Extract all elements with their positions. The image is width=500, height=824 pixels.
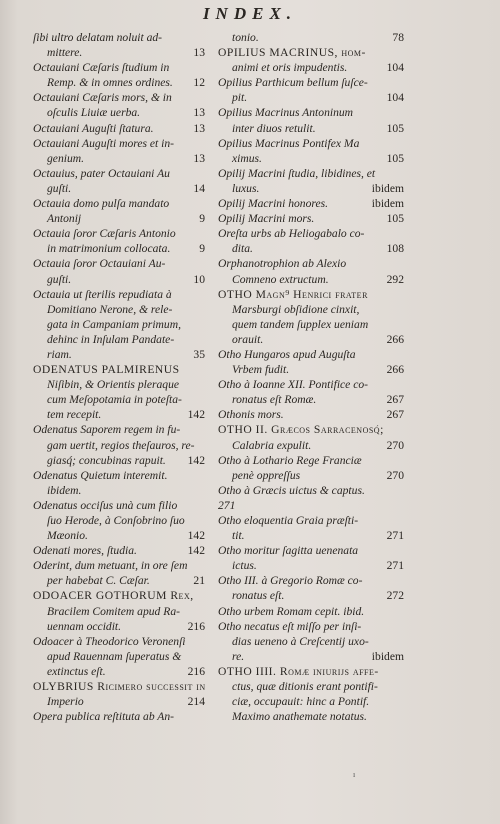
entry-text: OTHO Magn⁹ Henrici frater xyxy=(218,287,368,301)
index-entry-line xyxy=(33,105,205,120)
entry-text: genium. xyxy=(47,151,85,165)
entry-text: ximus. xyxy=(232,151,262,165)
entry-text: Opilij Macrini honores. xyxy=(218,197,329,211)
index-entry-line xyxy=(33,438,205,453)
index-entry-line xyxy=(33,45,205,60)
entry-text: Octauiani Auguſti ſtatura. xyxy=(33,121,154,135)
index-entry-line xyxy=(33,196,205,211)
index-entry-line xyxy=(218,422,404,437)
index-entry-line xyxy=(33,422,205,437)
entry-text: Domitiano Nerone, & rele- xyxy=(47,302,173,316)
entry-text: mittere. xyxy=(47,46,83,60)
index-entry-line xyxy=(218,287,404,302)
index-entry-line xyxy=(218,166,404,181)
index-entry-line xyxy=(218,468,404,483)
entry-text: extinctus eſt. xyxy=(47,664,106,678)
index-entry-line xyxy=(33,407,205,422)
entry-text: Octauia ut ſterilis repudiata à xyxy=(33,287,172,301)
page-reference: 35 xyxy=(193,347,205,361)
entry-text: Otho III. à Gregorio Romæ co- xyxy=(218,574,363,588)
page-reference: 272 xyxy=(386,589,404,603)
index-entry-line xyxy=(33,181,205,196)
entry-text: ODENATUS PALMIRENUS xyxy=(33,363,180,377)
entry-text: ODOACER GOTHORUM Rex, xyxy=(33,589,194,603)
entry-text: Odenatus Saporem regem in fu- xyxy=(33,423,181,437)
entry-text: Bracilem Comitem apud Ra- xyxy=(47,604,180,618)
entry-text: oſculis Liuiæ uerba. xyxy=(47,106,141,120)
index-entry-line xyxy=(33,166,205,181)
entry-text: dias ueneno à Creſcentij uxo- xyxy=(232,634,369,648)
index-entry-line xyxy=(218,30,404,45)
entry-text: Otho necatus eſt miſſo per inſi- xyxy=(218,619,362,633)
entry-text: Niſibin, & Orientis pleraque xyxy=(47,378,180,392)
entry-text: Othonis mors. xyxy=(218,408,284,422)
index-entry-line xyxy=(33,664,205,679)
index-entry-line xyxy=(218,573,404,588)
index-entry-line xyxy=(218,664,404,679)
index-entry-line xyxy=(218,60,404,75)
index-entry-line xyxy=(33,498,205,513)
page-reference: 214 xyxy=(187,695,205,709)
entry-text: uennam occidit. xyxy=(47,619,122,633)
page-reference: 13 xyxy=(193,106,205,120)
index-entry-line xyxy=(218,211,404,226)
index-entry-line xyxy=(218,196,404,211)
entry-text: OPILIUS MACRINUS, hom- xyxy=(218,46,366,60)
entry-text: Oreſta urbs ab Heliogabalo co- xyxy=(218,227,365,241)
entry-text: tit. xyxy=(232,529,245,543)
entry-text: dita. xyxy=(232,242,253,256)
index-column-left xyxy=(33,30,205,724)
page-reference: 13 xyxy=(193,121,205,135)
page-reference: 14 xyxy=(193,181,205,195)
index-entry-line xyxy=(33,272,205,287)
index-entry-line xyxy=(33,287,205,302)
entry-text: Octauiani Cæſaris ſtudium in xyxy=(33,61,170,75)
page-header: INDEX. xyxy=(202,4,298,23)
index-entry-line xyxy=(33,151,205,166)
index-entry-line xyxy=(33,241,205,256)
entry-text: Octauius, pater Octauiani Au xyxy=(33,166,170,180)
index-entry-line xyxy=(33,90,205,105)
page-reference: 10 xyxy=(193,272,205,286)
index-entry-line xyxy=(218,347,404,362)
entry-text: ictus. xyxy=(232,559,257,573)
index-entry-line xyxy=(33,649,205,664)
page-reference: 266 xyxy=(386,363,404,377)
page-reference: 105 xyxy=(386,212,404,226)
entry-text: Opilij Macrini mors. xyxy=(218,212,315,226)
index-entry-line xyxy=(218,332,404,347)
page-reference: 267 xyxy=(386,408,404,422)
entry-text: OTHO II. Græcos Sarracenosq́; xyxy=(218,423,384,437)
page-footer-mark: ı xyxy=(353,770,356,779)
index-entry-line xyxy=(33,377,205,392)
entry-text: orauit. xyxy=(232,332,264,346)
entry-text: Otho à Ioanne XII. Pontifice co- xyxy=(218,378,369,392)
index-entry-line xyxy=(33,694,205,709)
entry-text: ſibi ultro delatam noluit ad- xyxy=(33,31,163,44)
entry-text: Otho urbem Romam cepit. ibid. xyxy=(218,604,365,618)
page-reference: 270 xyxy=(386,438,404,452)
entry-text: Comneno extructum. xyxy=(232,272,329,286)
index-entry-line xyxy=(33,302,205,317)
index-entry-line xyxy=(33,619,205,634)
index-entry-line xyxy=(218,317,404,332)
index-entry-line xyxy=(33,256,205,271)
index-entry-line xyxy=(218,528,404,543)
page-reference: 267 xyxy=(386,393,404,407)
entry-text: Antonij xyxy=(47,212,82,226)
index-entry-line xyxy=(218,513,404,528)
entry-text: Imperio xyxy=(47,695,84,709)
entry-text: tonio. xyxy=(232,31,259,44)
index-entry-line xyxy=(33,30,205,45)
entry-text: ibidem. xyxy=(47,483,82,497)
entry-text: Orphanotrophion ab Alexio xyxy=(218,257,347,271)
index-entry-line xyxy=(218,272,404,287)
index-entry-line xyxy=(33,453,205,468)
page-reference: ibidem xyxy=(371,649,404,663)
entry-text: Opera publica reſtituta ab An- xyxy=(33,710,175,724)
page-reference: 216 xyxy=(187,619,205,633)
page-reference: 271 xyxy=(386,559,404,573)
index-entry-line xyxy=(218,619,404,634)
index-entry-line xyxy=(33,211,205,226)
index-entry-line xyxy=(218,694,404,709)
index-entry-line xyxy=(33,528,205,543)
index-entry-line xyxy=(218,543,404,558)
entry-text: ciæ, occupauit: hinc a Pontif. xyxy=(232,695,370,709)
entry-text: Otho eloquentia Graia præſti- xyxy=(218,514,359,527)
entry-text: Otho à Græcis uictus & captus. xyxy=(218,483,365,497)
entry-text: ſuo Herode, à Conſobrino ſuo xyxy=(47,514,185,527)
page-reference: 142 xyxy=(187,453,205,467)
index-entry-line xyxy=(218,498,404,513)
page-reference: 21 xyxy=(193,574,205,588)
index-entry-line xyxy=(218,709,404,724)
entry-text: quem tandem ſupplex ueniam xyxy=(232,317,369,331)
entry-text: per habebat C. Cæſar. xyxy=(47,574,150,588)
index-entry-line xyxy=(218,407,404,422)
page-reference: 292 xyxy=(386,272,404,286)
index-entry-line xyxy=(33,634,205,649)
index-entry-line xyxy=(33,75,205,90)
entry-text: animi et oris impudentis. xyxy=(232,61,348,75)
page-reference: ibidem xyxy=(371,197,404,211)
entry-text: Octauia ſoror Cæſaris Antonio xyxy=(33,227,176,241)
entry-text: Otho à Lothario Rege Franciæ xyxy=(218,453,362,467)
index-entry-line xyxy=(218,588,404,603)
entry-text: Otho Hungaros apud Auguſta xyxy=(218,347,356,361)
entry-text: Odoacer à Theodorico Veronenſi xyxy=(33,634,186,648)
index-entry-line xyxy=(218,45,404,60)
page-reference: 78 xyxy=(392,31,404,44)
index-entry-line xyxy=(33,136,205,151)
entry-text: Octauia ſoror Octauiani Au- xyxy=(33,257,166,271)
index-entry-line xyxy=(33,709,205,724)
entry-text: gata in Campaniam primum, xyxy=(47,317,181,331)
entry-text: guſti. xyxy=(47,272,72,286)
entry-text: tem recepit. xyxy=(47,408,102,422)
entry-text: dehinc in Inſulam Pandate- xyxy=(47,332,175,346)
entry-text: Remp. & in omnes ordines. xyxy=(47,76,173,90)
entry-text: Calabria expulit. xyxy=(232,438,312,452)
index-entry-line xyxy=(218,392,404,407)
page-reference: ibidem xyxy=(371,181,404,195)
page-reference: 104 xyxy=(386,91,404,105)
index-entry-line xyxy=(218,90,404,105)
index-entry-line xyxy=(33,362,205,377)
page-reference: 142 xyxy=(187,544,205,558)
entry-text: luxus. xyxy=(232,181,260,195)
entry-text: OTHO IIII. Romæ iniurijs affe- xyxy=(218,664,379,678)
entry-text: ronatus eſt Romæ. xyxy=(232,393,317,407)
index-entry-line xyxy=(218,151,404,166)
entry-text: 271 xyxy=(218,498,236,512)
index-entry-line xyxy=(218,226,404,241)
index-entry-line xyxy=(33,347,205,362)
index-entry-line xyxy=(218,483,404,498)
entry-text: Odenatus occiſus unà cum filio xyxy=(33,498,178,512)
entry-text: apud Rauennam ſuperatus & xyxy=(47,649,182,663)
entry-text: in matrimonium collocata. xyxy=(47,242,171,256)
index-entry-line xyxy=(33,483,205,498)
index-entry-line xyxy=(218,634,404,649)
entry-text: giasq́; concubinas rapuit. xyxy=(47,453,166,467)
index-entry-line xyxy=(33,679,205,694)
index-entry-line xyxy=(218,438,404,453)
entry-text: pit. xyxy=(232,91,248,105)
entry-text: guſti. xyxy=(47,181,72,195)
page-reference: 108 xyxy=(386,242,404,256)
page-reference: 9 xyxy=(199,212,205,226)
index-entry-line xyxy=(33,513,205,528)
page-reference: 216 xyxy=(187,664,205,678)
index-entry-line xyxy=(33,332,205,347)
index-entry-line xyxy=(33,588,205,603)
index-entry-line xyxy=(218,136,404,151)
page-reference: 266 xyxy=(386,332,404,346)
entry-text: Mæonio. xyxy=(47,529,88,543)
index-entry-line xyxy=(218,679,404,694)
index-entry-line xyxy=(218,256,404,271)
index-entry-line xyxy=(218,604,404,619)
entry-text: Octauiani Cæſaris mors, & in xyxy=(33,91,172,105)
page-reference: 13 xyxy=(193,151,205,165)
index-entry-line xyxy=(33,543,205,558)
page-reference: 142 xyxy=(187,408,205,422)
entry-text: re. xyxy=(232,649,245,663)
entry-text: Opilij Macrini ſtudia, libidines, et xyxy=(218,166,376,180)
page-reference: 142 xyxy=(187,529,205,543)
entry-text: penè oppreſſus xyxy=(232,468,301,482)
entry-text: Otho moritur ſagitta uenenata xyxy=(218,544,359,558)
entry-text: Odenatus Quietum interemit. xyxy=(33,468,168,482)
entry-text: OLYBRIUS Ricimero ſucceſſit in xyxy=(33,680,206,694)
index-entry-line xyxy=(218,181,404,196)
index-entry-line xyxy=(33,468,205,483)
page-reference: 270 xyxy=(386,468,404,482)
index-entry-line xyxy=(218,75,404,90)
entry-text: cum Meſopotamia in poteſta- xyxy=(47,393,182,407)
entry-text: Marsburgi obſidione cinxit, xyxy=(232,302,360,316)
index-entry-line xyxy=(33,392,205,407)
index-column-right xyxy=(218,30,404,724)
entry-text: Maximo anathemate notatus. xyxy=(232,710,367,724)
index-entry-line xyxy=(33,226,205,241)
page-reference: 104 xyxy=(386,61,404,75)
entry-text: Octauiani Auguſti mores et in- xyxy=(33,136,175,150)
entry-text: ctus, quæ ditionis erant pontifi- xyxy=(232,680,378,694)
index-entry-line xyxy=(218,362,404,377)
entry-text: Vrbem fudit. xyxy=(232,363,290,377)
page-reference: 13 xyxy=(193,46,205,60)
entry-text: ronatus eſt. xyxy=(232,589,285,603)
entry-text: Octauia domo pulſa mandato xyxy=(33,197,170,211)
index-entry-line xyxy=(33,60,205,75)
entry-text: Opilius Parthicum bellum ſuſce- xyxy=(218,76,368,90)
index-entry-line xyxy=(33,558,205,573)
entry-text: Odenati mores, ſtudia. xyxy=(33,544,137,558)
entry-text: inter diuos retulit. xyxy=(232,121,316,135)
index-entry-line xyxy=(33,604,205,619)
index-entry-line xyxy=(33,573,205,588)
index-entry-line xyxy=(218,558,404,573)
page-reference: 271 xyxy=(386,529,404,543)
index-entry-line xyxy=(218,649,404,664)
index-entry-line xyxy=(33,317,205,332)
entry-text: Oderint, dum metuant, in ore ſem xyxy=(33,559,188,573)
page-reference: 9 xyxy=(199,242,205,256)
entry-text: Opilius Macrinus Pontifex Ma xyxy=(218,136,360,150)
page-reference: 105 xyxy=(386,121,404,135)
index-entry-line xyxy=(218,302,404,317)
entry-text: gam uertit, regios theſauros, re- xyxy=(47,438,195,452)
index-entry-line xyxy=(218,377,404,392)
index-entry-line xyxy=(218,241,404,256)
index-entry-line xyxy=(218,453,404,468)
page-reference: 105 xyxy=(386,151,404,165)
entry-text: Opilius Macrinus Antoninum xyxy=(218,106,354,120)
page-reference: 12 xyxy=(193,76,205,90)
index-entry-line xyxy=(218,105,404,120)
index-entry-line xyxy=(33,121,205,136)
entry-text: riam. xyxy=(47,347,72,361)
index-entry-line xyxy=(218,121,404,136)
